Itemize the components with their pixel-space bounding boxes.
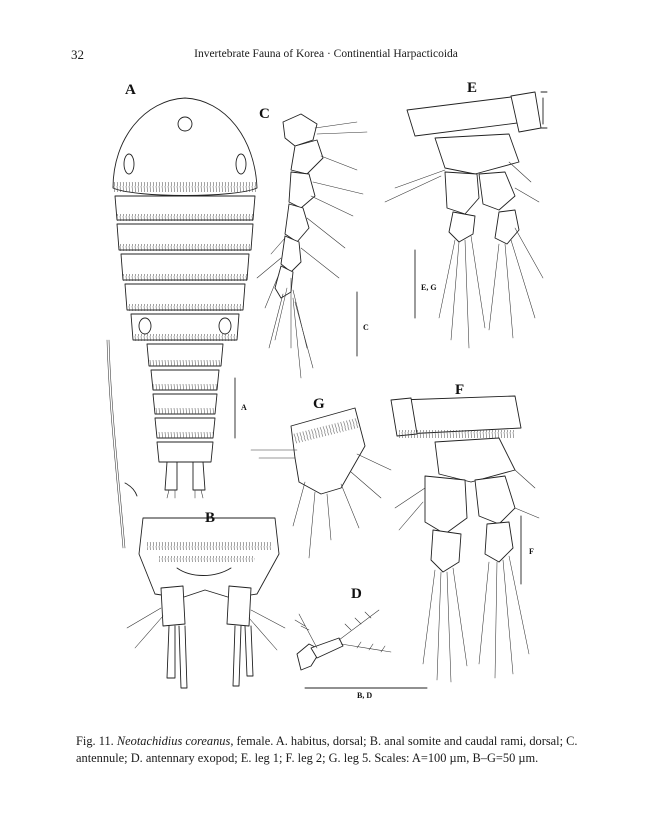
scale-label-eg: E, G (421, 283, 437, 292)
panel-b-anal-somite-drawing (127, 518, 285, 688)
panel-e-leg1-drawing (385, 92, 547, 348)
panel-label-g: G (313, 396, 325, 412)
panel-label-d: D (351, 586, 362, 602)
caption-fig-number: Fig. 11. (76, 734, 114, 748)
scale-label-f: F (529, 547, 534, 556)
scale-label-bd: B, D (357, 691, 373, 700)
panel-label-f: F (455, 382, 465, 398)
panel-label-c: C (259, 106, 270, 122)
running-head: Invertebrate Fauna of Korea · Continential Harpacticoida (194, 48, 458, 60)
caption-text: , female. A. habitus, dorsal; B. anal somite and caudal rami, dorsal; C. antennule; D. antennary exopod; E. leg 1; F. leg 2; G. leg 5. Scales: A=100 µm, B–G=50 µm. (76, 734, 578, 765)
figure-plate (95, 78, 565, 700)
panel-a-habitus-drawing (107, 98, 257, 548)
panel-label-e: E (467, 80, 478, 96)
caption-species-name: Neotachidius coreanus (116, 734, 231, 748)
scale-label-a: A (241, 403, 247, 412)
panel-label-a: A (125, 82, 136, 98)
panel-f-leg2-drawing (391, 396, 539, 682)
panel-label-b: B (205, 510, 216, 526)
page-number: 32 (71, 47, 84, 62)
figure-caption (76, 733, 580, 767)
panel-d-antennary-exopod-drawing (295, 610, 391, 670)
scale-label-c: C (363, 323, 369, 332)
panel-c-antennule-drawing (257, 114, 367, 378)
